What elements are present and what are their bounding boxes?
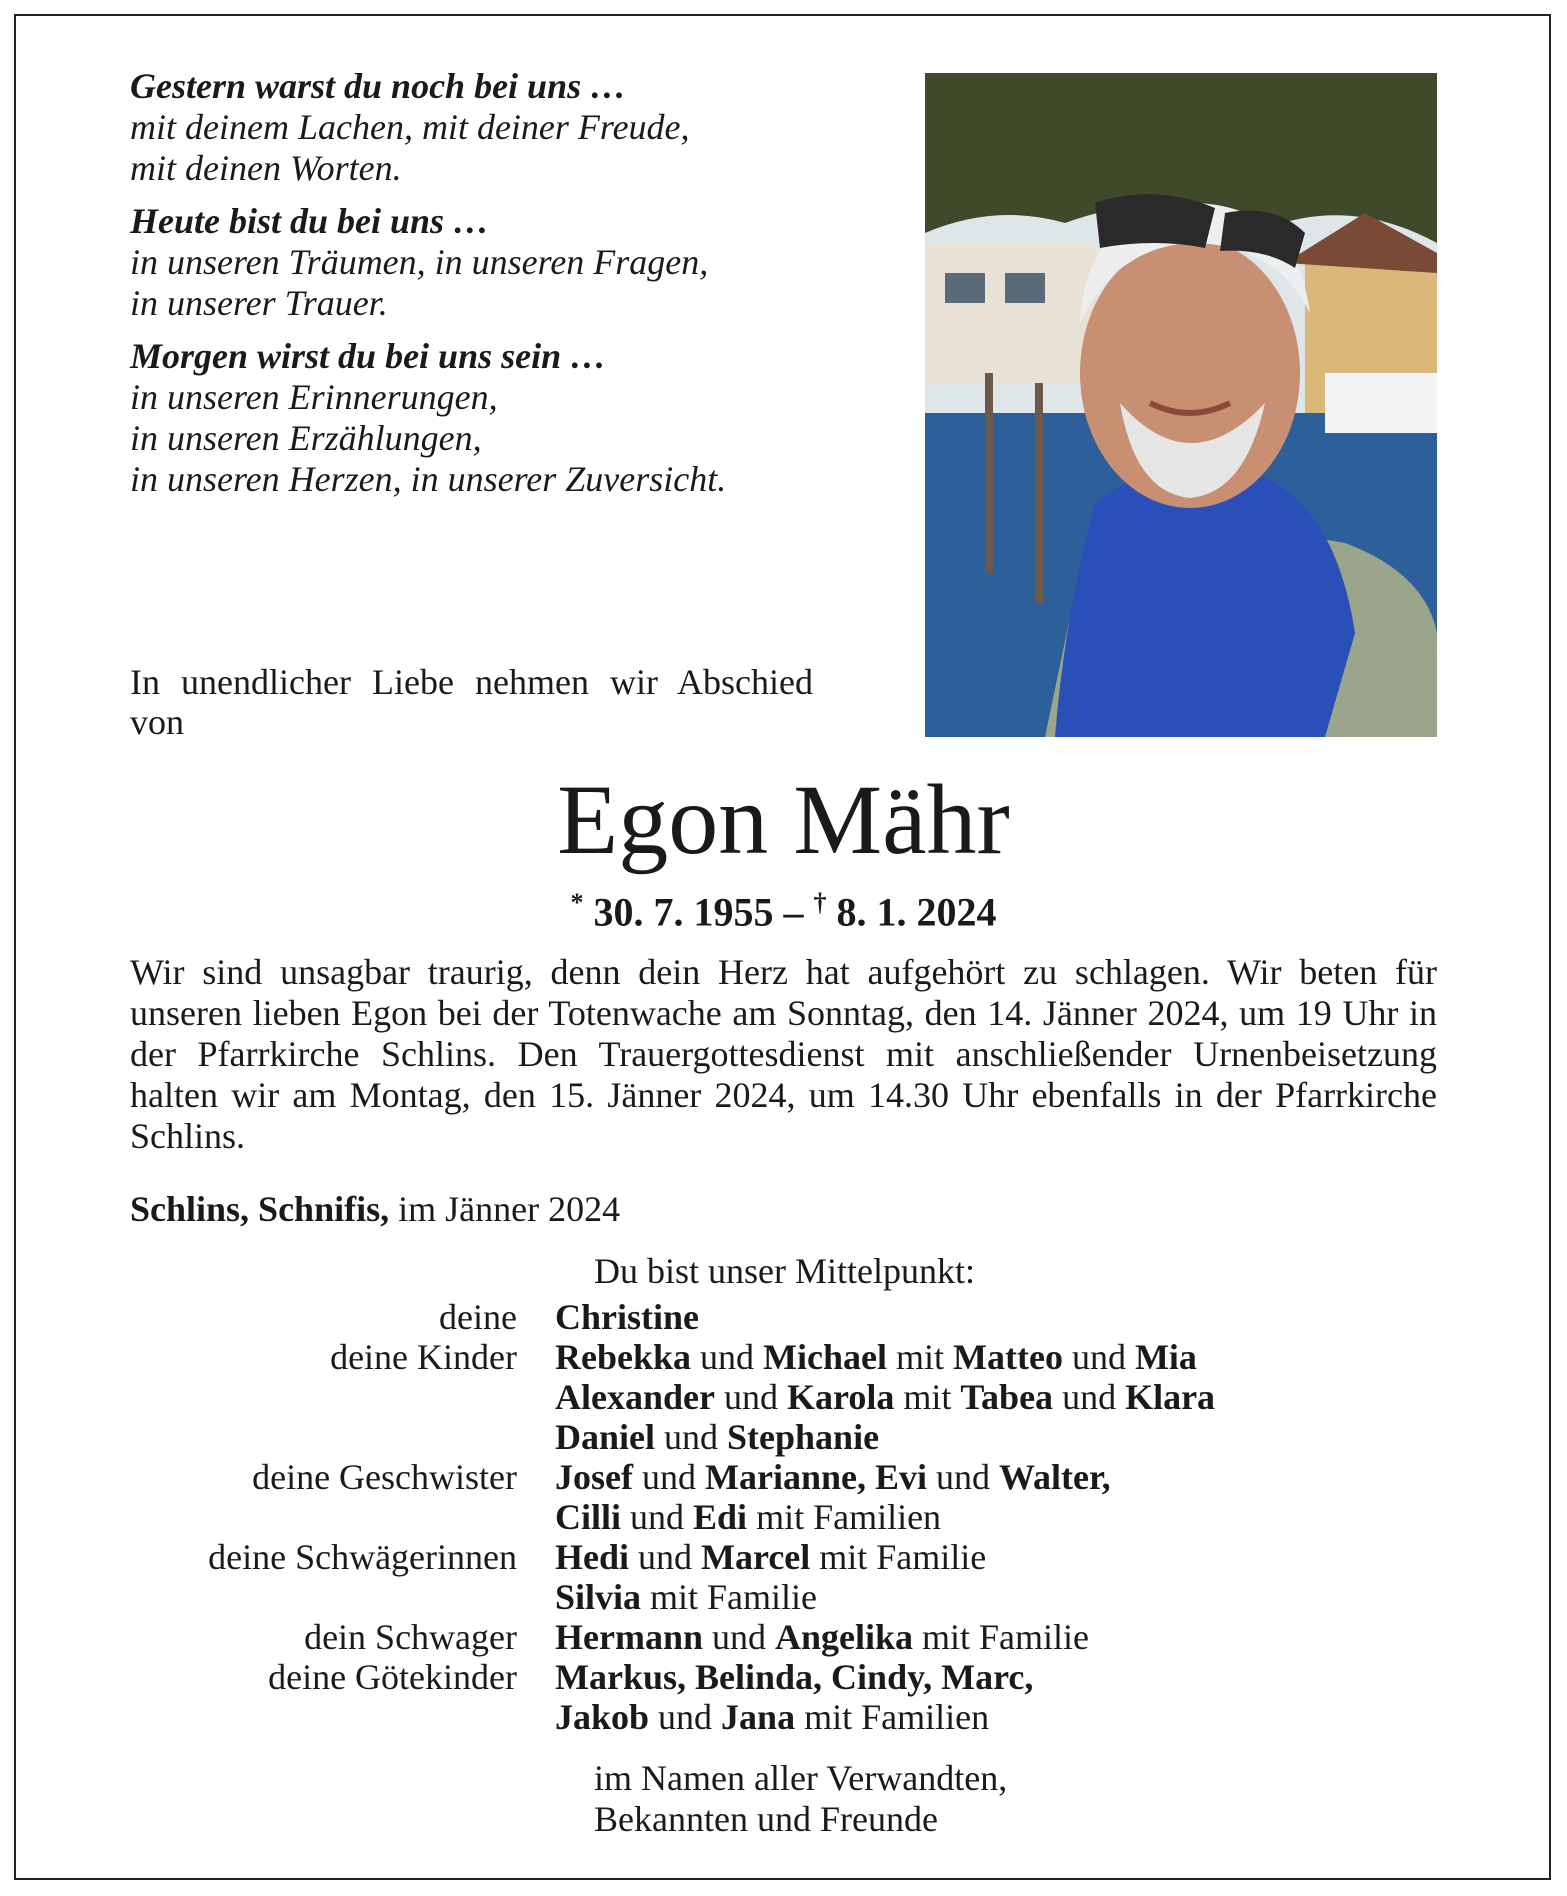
mourner-name: Walter, bbox=[998, 1457, 1111, 1497]
stanza-line: mit deinen Worten. bbox=[130, 148, 402, 188]
mourner-name: Silvia bbox=[555, 1577, 642, 1617]
family-relation: deine Götekinder bbox=[268, 1657, 517, 1697]
family-relation bbox=[130, 1577, 555, 1617]
date-dash: – bbox=[783, 889, 804, 935]
family-row bbox=[130, 1337, 1437, 1377]
place-month: im Jänner 2024 bbox=[398, 1189, 621, 1229]
name-connector: und bbox=[926, 1457, 999, 1497]
portrait-photo bbox=[925, 73, 1437, 737]
name-connector: mit Familie bbox=[641, 1577, 818, 1617]
mourner-name: Angelika bbox=[775, 1617, 914, 1657]
name-connector: und bbox=[629, 1537, 702, 1577]
stanza-line: in unseren Erzählungen, bbox=[130, 418, 482, 458]
death-mark: † bbox=[813, 888, 827, 917]
name-connector: und bbox=[655, 1417, 728, 1457]
family-row bbox=[130, 1577, 1437, 1617]
family-names bbox=[555, 1657, 1033, 1697]
family-relation: dein Schwager bbox=[304, 1617, 517, 1657]
poem bbox=[130, 66, 830, 512]
death-date: 8. 1. 2024 bbox=[836, 889, 997, 935]
family-row bbox=[130, 1697, 1437, 1737]
family-names bbox=[555, 1537, 986, 1577]
mourner-name: Rebekka bbox=[555, 1337, 692, 1377]
poem-stanza bbox=[130, 336, 830, 500]
family-row bbox=[130, 1377, 1437, 1417]
family-names bbox=[555, 1497, 941, 1537]
name-connector: und bbox=[1062, 1337, 1135, 1377]
family-relation: deine bbox=[439, 1297, 517, 1337]
name-connector: mit Familien bbox=[795, 1697, 990, 1737]
poem-stanza bbox=[130, 201, 830, 324]
mourner-name: Klara bbox=[1125, 1377, 1216, 1417]
mourner-name: Matteo bbox=[953, 1337, 1063, 1377]
stanza-heading: Morgen wirst du bei uns sein … bbox=[130, 336, 607, 376]
family-names bbox=[555, 1697, 989, 1737]
name-connector: und bbox=[649, 1697, 722, 1737]
family-names bbox=[555, 1377, 1215, 1417]
mourner-name: Michael bbox=[763, 1337, 887, 1377]
family-names bbox=[555, 1577, 817, 1617]
intro-text: In unendlicher Liebe nehmen wir Abschied von bbox=[130, 662, 813, 742]
mourner-name: Jana bbox=[721, 1697, 796, 1737]
mourner-name: Tabea bbox=[960, 1377, 1054, 1417]
name-connector: mit bbox=[894, 1377, 961, 1417]
family-row bbox=[130, 1297, 1437, 1337]
name-connector: und bbox=[1053, 1377, 1126, 1417]
place-names: Schlins, Schnifis, bbox=[130, 1189, 390, 1229]
mourner-name: Mia bbox=[1134, 1337, 1197, 1377]
family-relation: deine Schwägerinnen bbox=[208, 1537, 517, 1577]
family-relation bbox=[130, 1697, 555, 1737]
stanza-heading: Heute bist du bei uns … bbox=[130, 201, 490, 241]
deceased-name: Egon Mähr bbox=[557, 764, 1010, 875]
family-relation: deine Kinder bbox=[330, 1337, 517, 1377]
mourner-name: Marianne, Evi bbox=[704, 1457, 927, 1497]
birth-date: 30. 7. 1955 bbox=[593, 889, 774, 935]
family-row bbox=[130, 1617, 1437, 1657]
stanza-line: in unseren Träumen, in unseren Fragen, bbox=[130, 242, 709, 282]
closing-line: Bekannten und Freunde bbox=[594, 1799, 938, 1839]
poem-stanza bbox=[130, 66, 830, 189]
mittelpunkt-line: Du bist unser Mittelpunkt: bbox=[594, 1251, 975, 1291]
closing-lines bbox=[594, 1758, 1007, 1840]
name-connector: und bbox=[632, 1457, 705, 1497]
name-connector: mit Familien bbox=[747, 1497, 942, 1537]
stanza-heading: Gestern warst du noch bei uns … bbox=[130, 66, 627, 106]
family-row bbox=[130, 1457, 1437, 1497]
stanza-line: mit deinem Lachen, mit deiner Freude, bbox=[130, 107, 690, 147]
mourner-name: Alexander bbox=[555, 1377, 715, 1417]
life-dates bbox=[0, 888, 1567, 935]
mourners-list bbox=[130, 1297, 1437, 1737]
mourner-name: Marcel bbox=[701, 1537, 811, 1577]
place-date bbox=[130, 1188, 620, 1230]
name-connector: mit bbox=[887, 1337, 954, 1377]
mourner-name: Stephanie bbox=[727, 1417, 880, 1457]
mourner-name: Markus, Belinda, Cindy, Marc, bbox=[555, 1657, 1034, 1697]
family-row bbox=[130, 1497, 1437, 1537]
mourner-name: Hedi bbox=[555, 1537, 630, 1577]
name-connector: und bbox=[691, 1337, 764, 1377]
mourner-name: Christine bbox=[555, 1297, 699, 1337]
family-relation: deine Geschwister bbox=[252, 1457, 517, 1497]
family-names bbox=[555, 1297, 699, 1337]
closing-line: im Namen aller Verwandten, bbox=[594, 1758, 1008, 1798]
name-connector: mit Familie bbox=[810, 1537, 987, 1577]
stanza-line: in unseren Erinnerungen, bbox=[130, 377, 498, 417]
family-names bbox=[555, 1617, 1089, 1657]
mourner-name: Hermann bbox=[555, 1617, 703, 1657]
family-relation bbox=[130, 1497, 555, 1537]
name-connector: und bbox=[703, 1617, 775, 1657]
family-names bbox=[555, 1457, 1111, 1497]
mourner-name: Cilli bbox=[555, 1497, 622, 1537]
family-names bbox=[555, 1417, 879, 1457]
name-connector: und bbox=[621, 1497, 694, 1537]
mourner-name: Jakob bbox=[555, 1697, 650, 1737]
name-connector: und bbox=[714, 1377, 787, 1417]
mourner-name: Josef bbox=[555, 1457, 633, 1497]
family-row bbox=[130, 1537, 1437, 1577]
family-relation bbox=[130, 1377, 555, 1417]
family-relation bbox=[130, 1417, 555, 1457]
name-connector: mit Familie bbox=[913, 1617, 1090, 1657]
announcement-text: Wir sind unsagbar traurig, denn dein Herz hat aufgehört zu schlagen. Wir beten für unseren lieben Egon bei der Totenwache am Sonntag, den 14. Jänner 2024, um 19 Uhr in der Pfarrkirche Schlins. Den Trauergottesdienst mit anschließender Urnenbeisetzung halten wir am Montag, den 15. Jänner 2024, um 14.30 Uhr ebenfalls in der Pfarrkirche Schlins. bbox=[130, 952, 1437, 1156]
portrait-illustration bbox=[925, 73, 1437, 737]
mourner-name: Edi bbox=[693, 1497, 748, 1537]
family-row bbox=[130, 1657, 1437, 1697]
stanza-line: in unseren Herzen, in unserer Zuversicht. bbox=[130, 459, 727, 499]
mourner-name: Karola bbox=[786, 1377, 895, 1417]
birth-mark: * bbox=[570, 888, 584, 917]
mourner-name: Daniel bbox=[555, 1417, 656, 1457]
family-row bbox=[130, 1417, 1437, 1457]
family-names bbox=[555, 1337, 1197, 1377]
stanza-line: in unserer Trauer. bbox=[130, 283, 388, 323]
